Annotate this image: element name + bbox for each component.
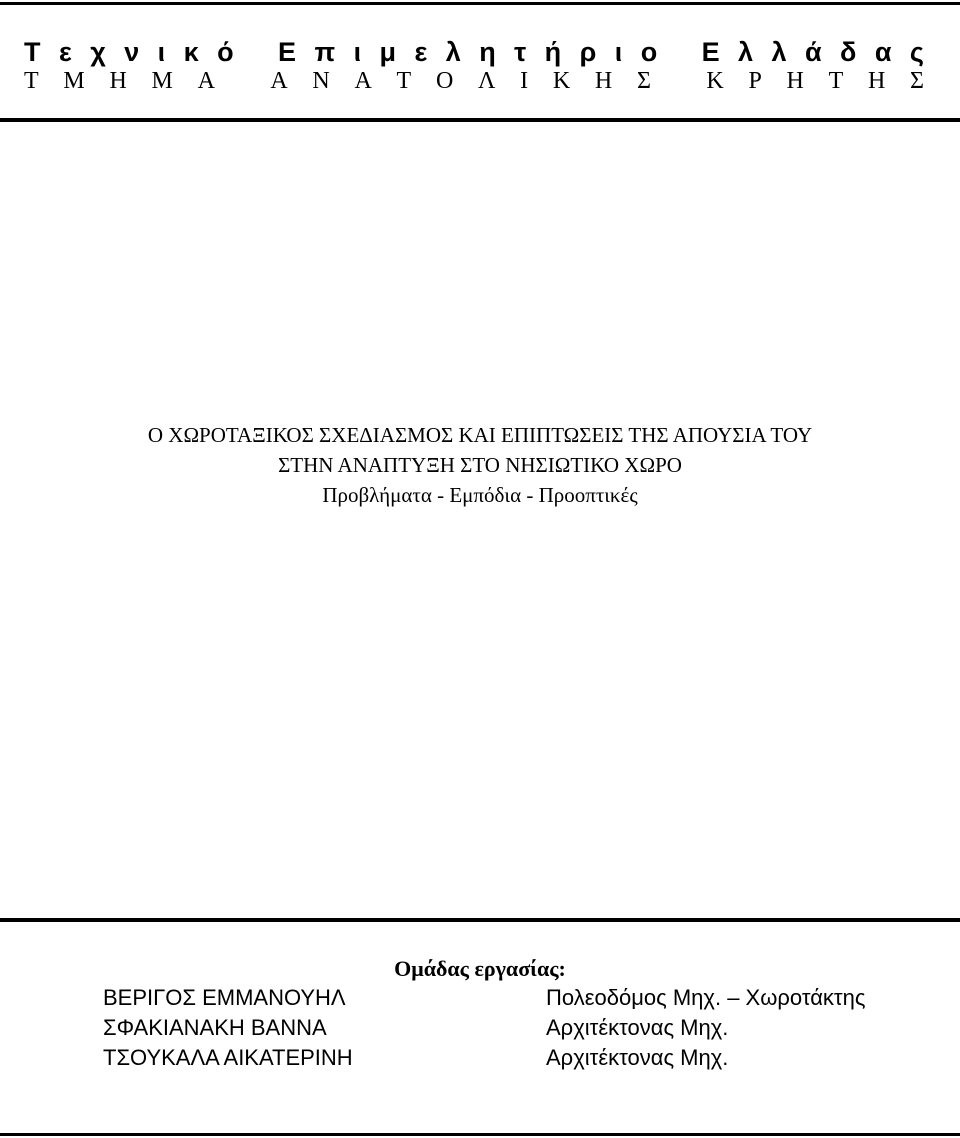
- header-letter: ή: [544, 37, 562, 67]
- team-rule: [0, 918, 960, 922]
- header-letter: Μ: [151, 68, 173, 94]
- member-role: Αρχιτέκτονας Μηχ.: [546, 1045, 729, 1070]
- header-letter: χ: [90, 37, 106, 67]
- header-letter: π: [314, 37, 336, 67]
- team-heading: Ομάδας εργασίας:: [394, 956, 566, 981]
- member-name: ΒΕΡΙΓΟΣ ΕΜΜΑΝΟΥΗΛ: [103, 985, 346, 1010]
- header-letter: λ: [445, 37, 461, 67]
- header-letter: Τ: [24, 68, 39, 94]
- header-letter: Κ: [706, 68, 724, 94]
- top-rule: [0, 2, 960, 5]
- header-letter: Ι: [520, 68, 529, 94]
- word-gap: [676, 36, 684, 68]
- header-letter: Η: [867, 68, 886, 94]
- member-role: Πολεοδόμος Μηχ. – Χωροτάκτης: [546, 985, 866, 1010]
- header-letter: ο: [640, 37, 658, 67]
- header-letter: Τ: [24, 37, 41, 67]
- member-role: Αρχιτέκτονας Μηχ.: [546, 1015, 729, 1040]
- subtitle: Προβλήματα - Εμπόδια - Προοπτικές: [322, 483, 638, 507]
- header-letter: Η: [786, 68, 804, 94]
- header-letter: Τ: [828, 68, 844, 94]
- title-line-2: ΣΤΗΝ ΑΝΑΠΤΥΞΗ ΣΤΟ ΝΗΣΙΩΤΙΚΟ ΧΩΡΟ: [278, 453, 682, 477]
- header-letter: Ρ: [748, 68, 762, 94]
- word-gap: [240, 66, 246, 96]
- header-letter: Α: [354, 68, 372, 94]
- header-letter: λ: [771, 37, 787, 67]
- header-letter: α: [874, 37, 892, 67]
- member-name: ΤΣΟΥΚΑΛΑ ΑΙΚΑΤΕΡΙΝΗ: [103, 1045, 353, 1070]
- header-letter: Σ: [910, 68, 924, 94]
- bottom-rule: [0, 1133, 960, 1136]
- institution-name: [24, 36, 924, 68]
- header-letter: Σ: [636, 68, 651, 94]
- header-letter: ά: [804, 37, 822, 67]
- header-letter: Μ: [63, 68, 85, 94]
- header-letter: Ν: [312, 68, 330, 94]
- word-gap: [252, 36, 260, 68]
- header-letter: ε: [58, 37, 72, 67]
- header-letter: Τ: [396, 68, 412, 94]
- header-rule: [0, 118, 960, 122]
- header-letter: λ: [738, 37, 754, 67]
- header-letter: κ: [183, 37, 199, 67]
- header-letter: Ε: [278, 37, 297, 67]
- header-letter: ε: [414, 37, 428, 67]
- header-letter: Α: [270, 68, 288, 94]
- header-letter: ρ: [579, 37, 597, 67]
- header-letter: ι: [353, 37, 362, 67]
- header-letter: ι: [157, 37, 166, 67]
- header-letter: Ε: [701, 37, 720, 67]
- header-letter: ς: [909, 37, 924, 67]
- header-letter: η: [479, 37, 496, 67]
- member-name: ΣΦΑΚΙΑΝΑΚΗ ΒΑΝΝΑ: [103, 1015, 327, 1040]
- title-line-1: Ο ΧΩΡΟΤΑΞΙΚΟΣ ΣΧΕΔΙΑΣΜΟΣ ΚΑΙ ΕΠΙΠΤΩΣΕΙΣ ΤΗΣ ΑΠΟΥΣΙΑ ΤΟΥ: [147, 423, 813, 447]
- header-letter: Ο: [435, 68, 454, 94]
- header-letter: ι: [614, 37, 623, 67]
- header-letter: ό: [217, 37, 234, 67]
- header-letter: τ: [514, 37, 527, 67]
- header-letter: Η: [109, 68, 127, 94]
- header-letter: Κ: [552, 68, 571, 94]
- header-letter: Α: [197, 68, 215, 94]
- header-letter: Η: [594, 68, 613, 94]
- word-gap: [676, 66, 682, 96]
- institution-department: [24, 66, 924, 96]
- header-letter: Λ: [478, 68, 496, 94]
- header-letter: ν: [124, 37, 140, 67]
- header-letter: δ: [840, 37, 857, 67]
- header-letter: μ: [379, 37, 397, 67]
- document-title: [0, 420, 960, 510]
